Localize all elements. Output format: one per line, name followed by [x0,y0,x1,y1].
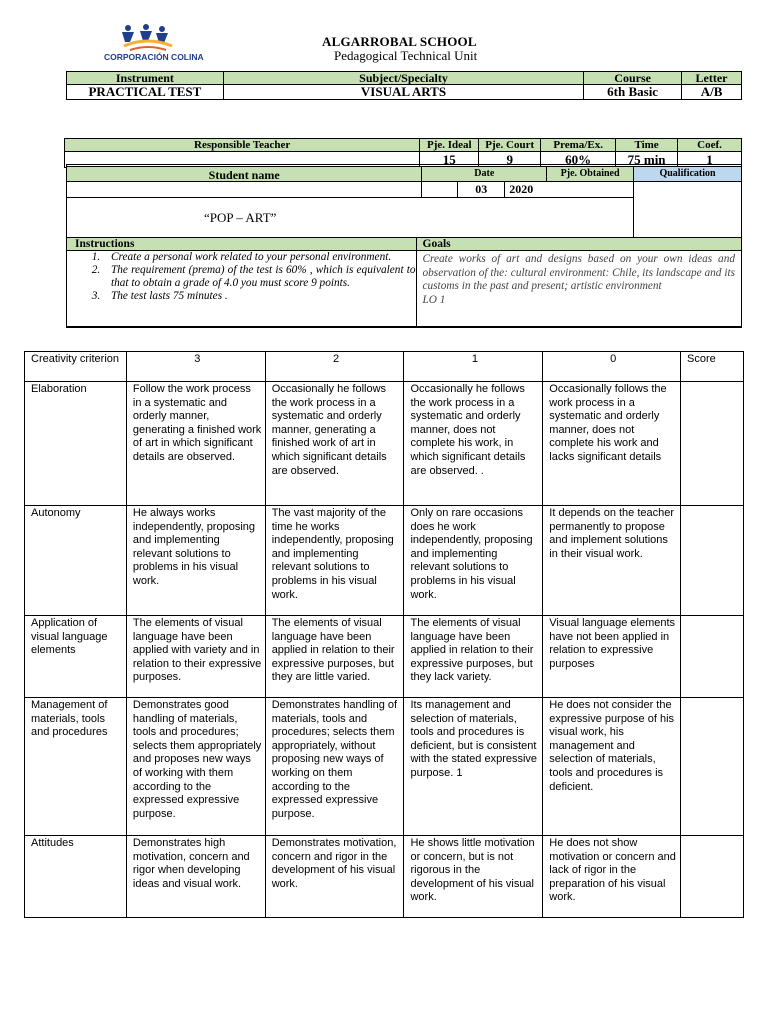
obtained-label: Pje. Obtained [547,167,634,182]
school-logo [100,22,205,74]
rubric-row [25,836,744,918]
date-label: Date [422,167,547,182]
student-name-field[interactable] [67,182,422,198]
instructions-goals-table [66,237,742,327]
criterion: Application of visual language elements [25,616,127,698]
goals-text: Create works of art and designs based on your own ideas and observation of the: cultural environment: Chile, its landscape and its customs in the past and present; artistic environment [422,253,735,293]
student-table [66,166,742,198]
instrument-label: Instrument [67,72,224,85]
rubric-header: 0 [543,352,681,382]
unit-name: Pedagogical Technical Unit [334,48,478,63]
instructions-list [67,251,417,327]
instrument-value: PRACTICAL TEST [67,85,224,100]
date-day: 03 [458,182,505,198]
prema-label: Prema/Ex. [541,139,616,152]
rubric-cell: Only on rare occasions does he work independently, proposing and implementing relevant solutions to problems in his visual work. [404,506,543,616]
rubric-header: 3 [126,352,265,382]
rubric-header: 2 [265,352,404,382]
qualification-label: Qualification [634,167,742,182]
ideal-value: 15 [420,152,479,168]
rubric-cell: Occasionally he follows the work process in a systematic and orderly manner, does not complete his work, in which significant details are observed. . [404,382,543,506]
rubric-cell: Visual language elements have not been applied in relation to expressive purposes [543,616,681,698]
criterion: Attitudes [25,836,127,918]
score-cell[interactable] [681,698,744,836]
rubric-cell: Demonstrates handling of materials, tools and procedures; selects them appropriately, without proposing new ways of working on them according to the expressed expressive purpose. [265,698,404,836]
criterion: Elaboration [25,382,127,506]
rubric-table [24,351,744,918]
criterion: Management of materials, tools and procedures [25,698,127,836]
rubric-row [25,382,744,506]
rubric-cell: He always works independently, proposing and implementing relevant solutions to problems in his visual work. [126,506,265,616]
instruction-item: 2. The requirement (prema) of the test is 60% , which is equivalent to that to obtain a grade of 4.0 you must score 9 points. [103,264,416,290]
rubric-row [25,616,744,698]
logo-figures-icon [100,22,205,74]
qualification-field[interactable] [634,182,742,198]
rubric-cell: Occasionally he follows the work process in a systematic and orderly manner, generating a finished work of art in which significant details are observed. [265,382,404,506]
score-cell[interactable] [681,382,744,506]
instrument-table [66,71,742,100]
rubric-header: Creativity criterion [25,352,127,382]
student-name-label: Student name [67,167,422,182]
course-label: Course [584,72,682,85]
rubric-cell: He does not show motivation or concern and lack of rigor in the preparation of his visual work. [543,836,681,918]
instruction-item: 1. Create a personal work related to your personal environment. [103,251,416,264]
date-year: 2020 [505,182,634,198]
test-title: “POP – ART” [204,210,277,225]
rubric-cell: Demonstrates high motivation, concern and rigor when developing ideas and visual work. [126,836,265,918]
score-cell[interactable] [681,506,744,616]
rubric-cell: Demonstrates motivation, concern and rigor in the development of his visual work. [265,836,404,918]
goals-text-cell [416,251,742,327]
goals-lo: LO 1 [422,293,446,306]
criterion: Autonomy [25,506,127,616]
letter-label: Letter [682,72,742,85]
logo-text: CORPORACIÓN COLINA [104,52,204,62]
ideal-label: Pje. Ideal [420,139,479,152]
rubric-cell: The elements of visual language have been applied in relation to their expressive purposes, but they are little varied. [265,616,404,698]
rubric-row [25,698,744,836]
court-value: 9 [479,152,541,168]
rubric-cell: Occasionally follows the work process in a systematic and orderly manner, does not complete his work and lacks significant details [543,382,681,506]
teacher-label: Responsible Teacher [65,139,420,152]
rubric-cell: Its management and selection of materials, tools and procedures is deficient, but is consistent with the stated expressive purpose. 1 [404,698,543,836]
instruction-item: 3. The test lasts 75 minutes . [103,290,416,303]
goals-label: Goals [416,238,742,251]
coef-label: Coef. [678,139,742,152]
course-value: 6th Basic [584,85,682,100]
score-cell[interactable] [681,836,744,918]
score-cell[interactable] [681,616,744,698]
time-label: Time [616,139,678,152]
qualification-divider [633,195,634,238]
rubric-cell: The vast majority of the time he works independently, proposing and implementing relevant solutions to problems in his visual work. [265,506,404,616]
rubric-header: Score [681,352,744,382]
instructions-label: Instructions [67,238,417,251]
prema-value: 60% [541,152,616,168]
rubric-cell: He shows little motivation or concern, but is not rigorous in the development of his visual work. [404,836,543,918]
rubric-cell: The elements of visual language have been applied in relation to their expressive purposes, but they lack variety. [404,616,543,698]
scores-table [64,138,742,168]
rubric-cell: He does not consider the expressive purpose of his visual work, his management and selection of materials, tools and procedures is deficient. [543,698,681,836]
rubric-cell: It depends on the teacher permanently to propose and implement solutions in their visual work. [543,506,681,616]
rubric-header-row [25,352,744,382]
letter-value: A/B [682,85,742,100]
rubric-header: 1 [404,352,543,382]
subject-label: Subject/Specialty [223,72,583,85]
time-value: 75 min [616,152,678,168]
rubric-cell: Demonstrates good handling of materials, tools and procedures; selects them appropriately and proposes new ways of working with them according to the expressed expressive purpose. [126,698,265,836]
rubric-row [25,506,744,616]
rubric-cell: Follow the work process in a systematic and orderly manner, generating a finished work of art in which significant details are observed. [126,382,265,506]
coef-value: 1 [678,152,742,168]
rubric-cell: The elements of visual language have been applied with variety and in relation to their expressive purposes. [126,616,265,698]
subject-value: VISUAL ARTS [223,85,583,100]
school-name: ALGARROBAL SCHOOL [322,34,477,49]
court-label: Pje. Court [479,139,541,152]
